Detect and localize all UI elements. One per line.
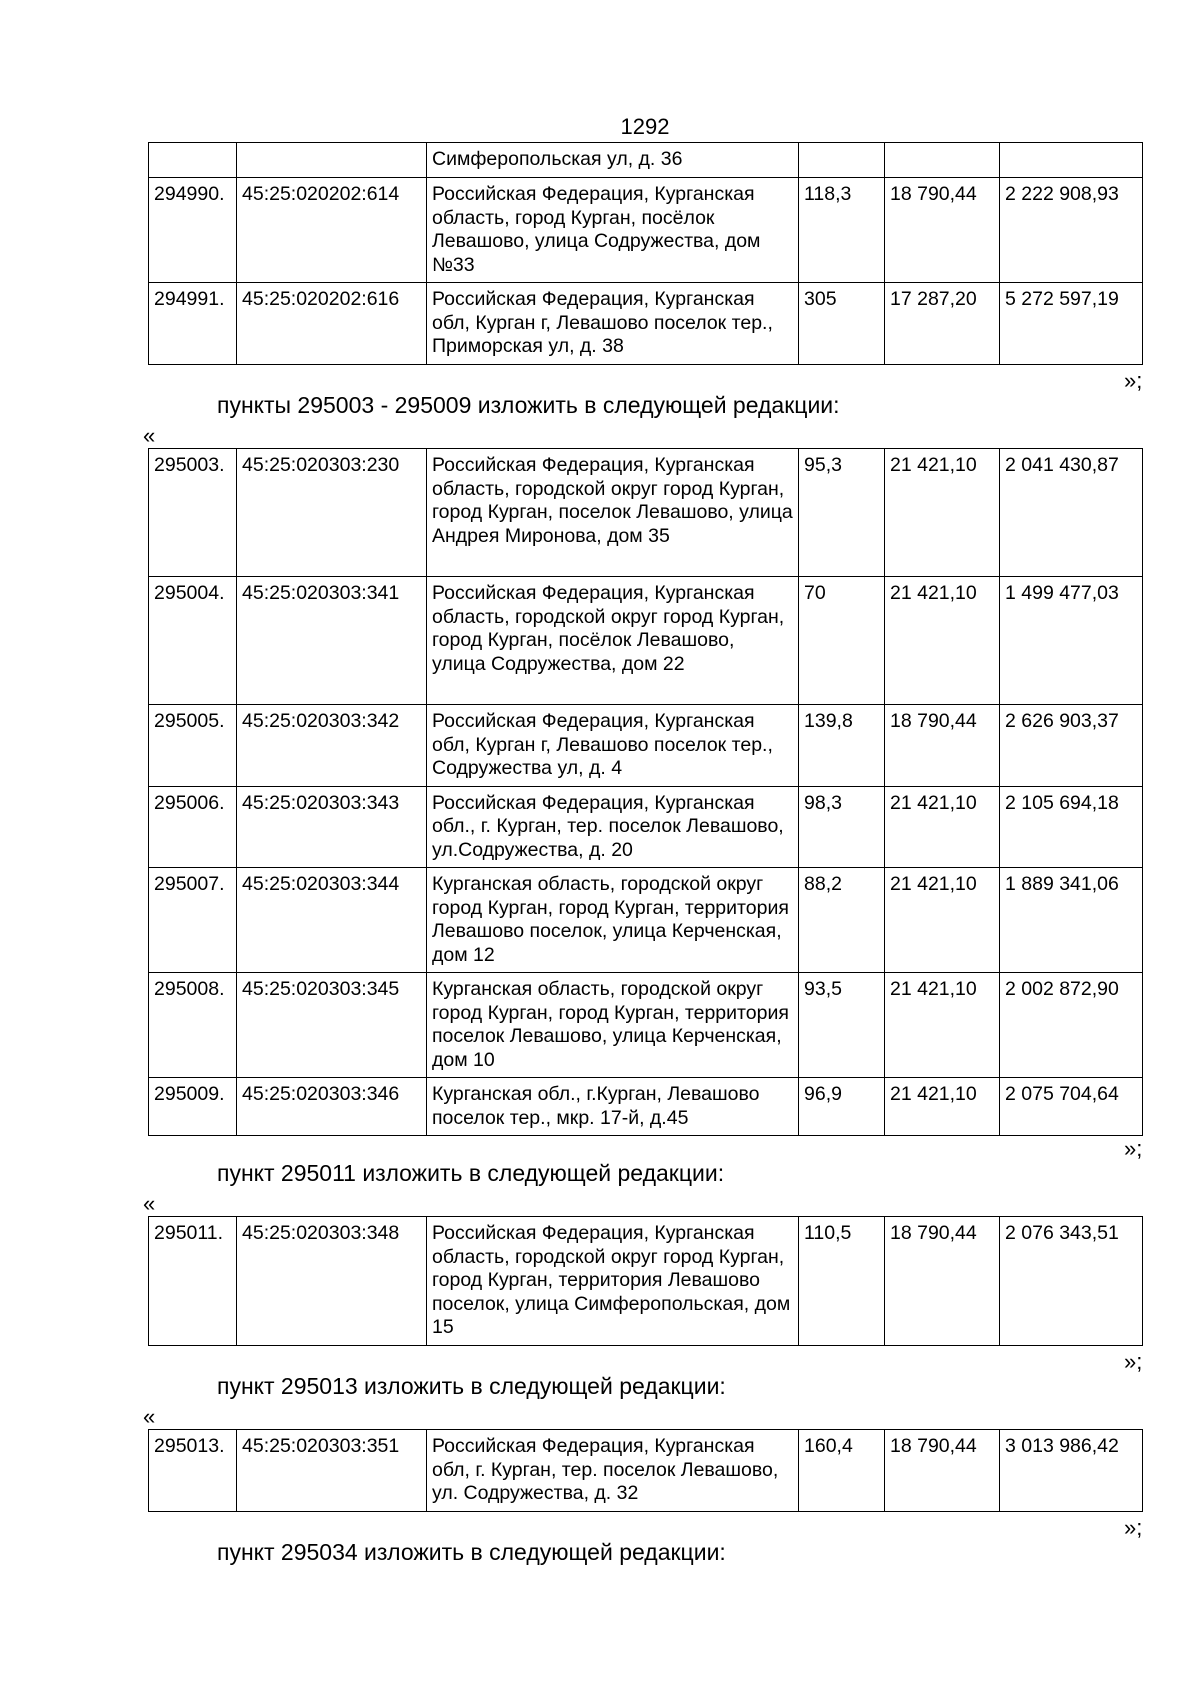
- row-number: 294991.: [149, 283, 237, 365]
- table-row: [149, 786, 1143, 868]
- cadastral-value: 3 013 986,42: [1000, 1430, 1143, 1512]
- row-number: 294990.: [149, 178, 237, 283]
- cadastral-number: 45:25:020202:614: [237, 178, 427, 283]
- row-number: 295009.: [149, 1078, 237, 1136]
- area: 98,3: [799, 786, 885, 868]
- address: Российская Федерация, Курганская область, городской округ город Курган, город Курган, поселок Левашово, улица Андрея Миронова, дом 35: [427, 449, 799, 577]
- unit-price: 18 790,44: [885, 1430, 1000, 1512]
- unit-price: 21 421,10: [885, 577, 1000, 705]
- area: 95,3: [799, 449, 885, 577]
- row-number: 295003.: [149, 449, 237, 577]
- amendment-instruction: пункты 295003 - 295009 изложить в следующей редакции:: [217, 392, 840, 418]
- area: 160,4: [799, 1430, 885, 1512]
- opening-quote: «: [143, 423, 156, 448]
- table-row: [149, 705, 1143, 787]
- table-row: [149, 178, 1143, 283]
- row-number: 295007.: [149, 868, 237, 973]
- closing-quote: »;: [1124, 1515, 1143, 1540]
- cadastral-number: [237, 143, 427, 178]
- opening-quote: «: [143, 1404, 156, 1429]
- unit-price: 21 421,10: [885, 786, 1000, 868]
- address: Российская Федерация, Курганская обл, Курган г, Левашово поселок тер., Приморская ул, д. 38: [427, 283, 799, 365]
- cadastral-value: 2 105 694,18: [1000, 786, 1143, 868]
- unit-price: 21 421,10: [885, 973, 1000, 1078]
- table-row: [149, 577, 1143, 705]
- cadastral-number: 45:25:020303:345: [237, 973, 427, 1078]
- page-number: 1292: [620, 114, 670, 139]
- address: Российская Федерация, Курганская область, город Курган, посёлок Левашово, улица Содружества, дом №33: [427, 178, 799, 283]
- registry-table-2: [148, 448, 1143, 1136]
- cadastral-number: 45:25:020202:616: [237, 283, 427, 365]
- area: 139,8: [799, 705, 885, 787]
- unit-price: 18 790,44: [885, 705, 1000, 787]
- registry-table-3: [148, 1216, 1143, 1346]
- address: Симферопольская ул, д. 36: [427, 143, 799, 178]
- cadastral-value: 2 002 872,90: [1000, 973, 1143, 1078]
- unit-price: 21 421,10: [885, 449, 1000, 577]
- area: 88,2: [799, 868, 885, 973]
- cadastral-number: 45:25:020303:351: [237, 1430, 427, 1512]
- closing-quote: »;: [1124, 1136, 1143, 1161]
- area: 96,9: [799, 1078, 885, 1136]
- area: 118,3: [799, 178, 885, 283]
- cadastral-number: 45:25:020303:341: [237, 577, 427, 705]
- unit-price: 18 790,44: [885, 1217, 1000, 1346]
- registry-table-1: [148, 142, 1143, 365]
- cadastral-value: 5 272 597,19: [1000, 283, 1143, 365]
- unit-price: 17 287,20: [885, 283, 1000, 365]
- cadastral-number: 45:25:020303:344: [237, 868, 427, 973]
- cadastral-number: 45:25:020303:343: [237, 786, 427, 868]
- cadastral-number: 45:25:020303:346: [237, 1078, 427, 1136]
- closing-quote: »;: [1124, 368, 1143, 393]
- cadastral-value: 2 626 903,37: [1000, 705, 1143, 787]
- cadastral-number: 45:25:020303:348: [237, 1217, 427, 1346]
- unit-price: 21 421,10: [885, 1078, 1000, 1136]
- cadastral-value: [1000, 143, 1143, 178]
- row-number: [149, 143, 237, 178]
- address: Российская Федерация, Курганская обл, Курган г, Левашово поселок тер., Содружества ул, д. 4: [427, 705, 799, 787]
- area: 70: [799, 577, 885, 705]
- cadastral-value: 2 222 908,93: [1000, 178, 1143, 283]
- cadastral-number: 45:25:020303:342: [237, 705, 427, 787]
- cadastral-value: 1 499 477,03: [1000, 577, 1143, 705]
- cadastral-value: 2 075 704,64: [1000, 1078, 1143, 1136]
- row-number: 295004.: [149, 577, 237, 705]
- table-row: [149, 1430, 1143, 1512]
- address: Курганская область, городской округ город Курган, город Курган, территория поселок Левашово, улица Керченская, дом 10: [427, 973, 799, 1078]
- row-number: 295013.: [149, 1430, 237, 1512]
- table-row: [149, 1217, 1143, 1346]
- area: [799, 143, 885, 178]
- address: Российская Федерация, Курганская обл, г. Курган, тер. поселок Левашово, ул. Содружества, д. 32: [427, 1430, 799, 1512]
- address: Курганская область, городской округ город Курган, город Курган, территория Левашово поселок, улица Керченская, дом 12: [427, 868, 799, 973]
- table-row: [149, 868, 1143, 973]
- cadastral-value: 2 041 430,87: [1000, 449, 1143, 577]
- address: Курганская обл., г.Курган, Левашово поселок тер., мкр. 17-й, д.45: [427, 1078, 799, 1136]
- opening-quote: «: [143, 1191, 156, 1216]
- cadastral-value: 1 889 341,06: [1000, 868, 1143, 973]
- table-row: [149, 973, 1143, 1078]
- address: Российская Федерация, Курганская область, городской округ город Курган, город Курган, посёлок Левашово, улица Содружества, дом 22: [427, 577, 799, 705]
- row-number: 295005.: [149, 705, 237, 787]
- address: Российская Федерация, Курганская обл., г. Курган, тер. поселок Левашово, ул.Содружества, д. 20: [427, 786, 799, 868]
- row-number: 295011.: [149, 1217, 237, 1346]
- row-number: 295008.: [149, 973, 237, 1078]
- table-row: [149, 283, 1143, 365]
- area: 110,5: [799, 1217, 885, 1346]
- registry-table-4: [148, 1429, 1143, 1512]
- area: 93,5: [799, 973, 885, 1078]
- unit-price: 18 790,44: [885, 178, 1000, 283]
- table-row: [149, 1078, 1143, 1136]
- cadastral-number: 45:25:020303:230: [237, 449, 427, 577]
- table-row: [149, 143, 1143, 178]
- amendment-instruction: пункт 295013 изложить в следующей редакции:: [217, 1373, 726, 1399]
- address: Российская Федерация, Курганская область, городской округ город Курган, город Курган, территория Левашово поселок, улица Симферопольская, дом 15: [427, 1217, 799, 1346]
- unit-price: [885, 143, 1000, 178]
- area: 305: [799, 283, 885, 365]
- amendment-instruction: пункт 295034 изложить в следующей редакции:: [217, 1539, 726, 1565]
- cadastral-value: 2 076 343,51: [1000, 1217, 1143, 1346]
- table-row: [149, 449, 1143, 577]
- row-number: 295006.: [149, 786, 237, 868]
- amendment-instruction: пункт 295011 изложить в следующей редакции:: [217, 1160, 725, 1186]
- closing-quote: »;: [1124, 1349, 1143, 1374]
- unit-price: 21 421,10: [885, 868, 1000, 973]
